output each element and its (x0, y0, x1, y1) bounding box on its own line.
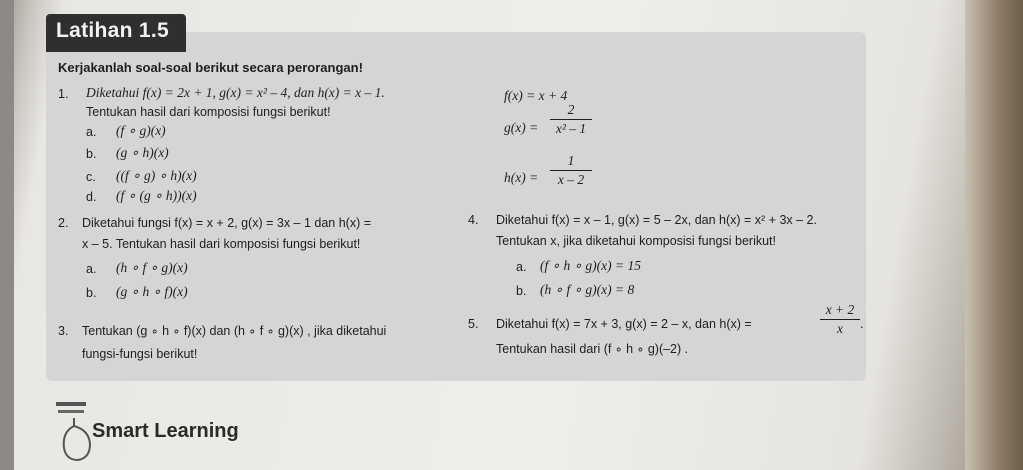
q1-stem: Diketahui f(x) = 2x + 1, g(x) = x² – 4, dan h(x) = x – 1. (86, 85, 385, 100)
side-g-lhs: g(x) = (504, 120, 539, 135)
q1-sub: Tentukan hasil dari komposisi fungsi berikut! (86, 105, 331, 119)
q2-number: 2. (58, 216, 69, 230)
q1-d-label: d. (86, 190, 97, 204)
side-h-denominator: x – 2 (557, 172, 585, 187)
q4-b-expr: (h ∘ f ∘ g)(x) = 8 (540, 282, 635, 297)
q2-b-expr: (g ∘ h ∘ f)(x) (116, 284, 188, 299)
side-g-denominator: x² – 1 (555, 121, 587, 136)
q4-a-label: a. (516, 260, 527, 274)
smart-learning-logo-icon (56, 396, 96, 464)
q5-line2: Tentukan hasil dari (f ∘ h ∘ g)(–2) . (496, 342, 689, 356)
side-g-fraction (548, 102, 594, 137)
section-title: Latihan 1.5 (56, 19, 169, 42)
instruction: Kerjakanlah soal-soal berikut secara perorangan! (58, 60, 363, 75)
q2-line2: x – 5. Tentukan hasil dari komposisi fungsi berikut! (82, 237, 361, 251)
q4-a-expr: (f ∘ h ∘ g)(x) = 15 (540, 258, 641, 273)
q4-number: 4. (468, 213, 479, 227)
q2-line1: Diketahui fungsi f(x) = x + 2, g(x) = 3x – 1 dan h(x) = (82, 216, 372, 230)
q5-line1: Diketahui f(x) = 7x + 3, g(x) = 2 – x, dan h(x) = (496, 317, 752, 331)
q4-line1: Diketahui f(x) = x – 1, g(x) = 5 – 2x, dan h(x) = x² + 3x – 2. (496, 213, 817, 227)
q4-line2: Tentukan x, jika diketahui komposisi fungsi berikut! (496, 234, 777, 248)
q3-line1: Tentukan (g ∘ h ∘ f)(x) dan (h ∘ f ∘ g)(x) , jika diketahui (82, 324, 387, 338)
q1-a-expr: (f ∘ g)(x) (116, 123, 166, 138)
q1-a-label: a. (86, 125, 97, 139)
q1-b-label: b. (86, 147, 97, 161)
q4-b-label: b. (516, 284, 527, 298)
smart-learning-heading: Smart Learning (92, 420, 239, 442)
q1-number: 1. (58, 87, 69, 101)
q1-b-expr: (g ∘ h)(x) (116, 145, 169, 160)
exercise-box (46, 32, 866, 381)
q1-d-expr: (f ∘ (g ∘ h))(x) (116, 188, 197, 203)
side-f: f(x) = x + 4 (504, 88, 568, 103)
q2-a-label: a. (86, 262, 97, 276)
side-h-fraction (548, 153, 594, 188)
q5-number: 5. (468, 317, 479, 331)
q5-numerator: x + 2 (825, 302, 855, 317)
background-surface (965, 0, 1023, 470)
section-title-tab (46, 14, 186, 52)
q2-b-label: b. (86, 286, 97, 300)
q3-number: 3. (58, 324, 69, 338)
q5-fraction (818, 302, 862, 337)
q2-a-expr: (h ∘ f ∘ g)(x) (116, 260, 188, 275)
q1-c-expr: ((f ∘ g) ∘ h)(x) (116, 168, 197, 183)
side-g-numerator: 2 (567, 102, 575, 117)
q5-denominator: x (837, 321, 843, 336)
page-edge (0, 0, 14, 470)
q5-period: . (860, 317, 864, 331)
q1-c-label: c. (86, 170, 96, 184)
q3-line2: fungsi-fungsi berikut! (82, 347, 198, 361)
side-h-lhs: h(x) = (504, 170, 539, 185)
side-h-numerator: 1 (567, 153, 575, 168)
